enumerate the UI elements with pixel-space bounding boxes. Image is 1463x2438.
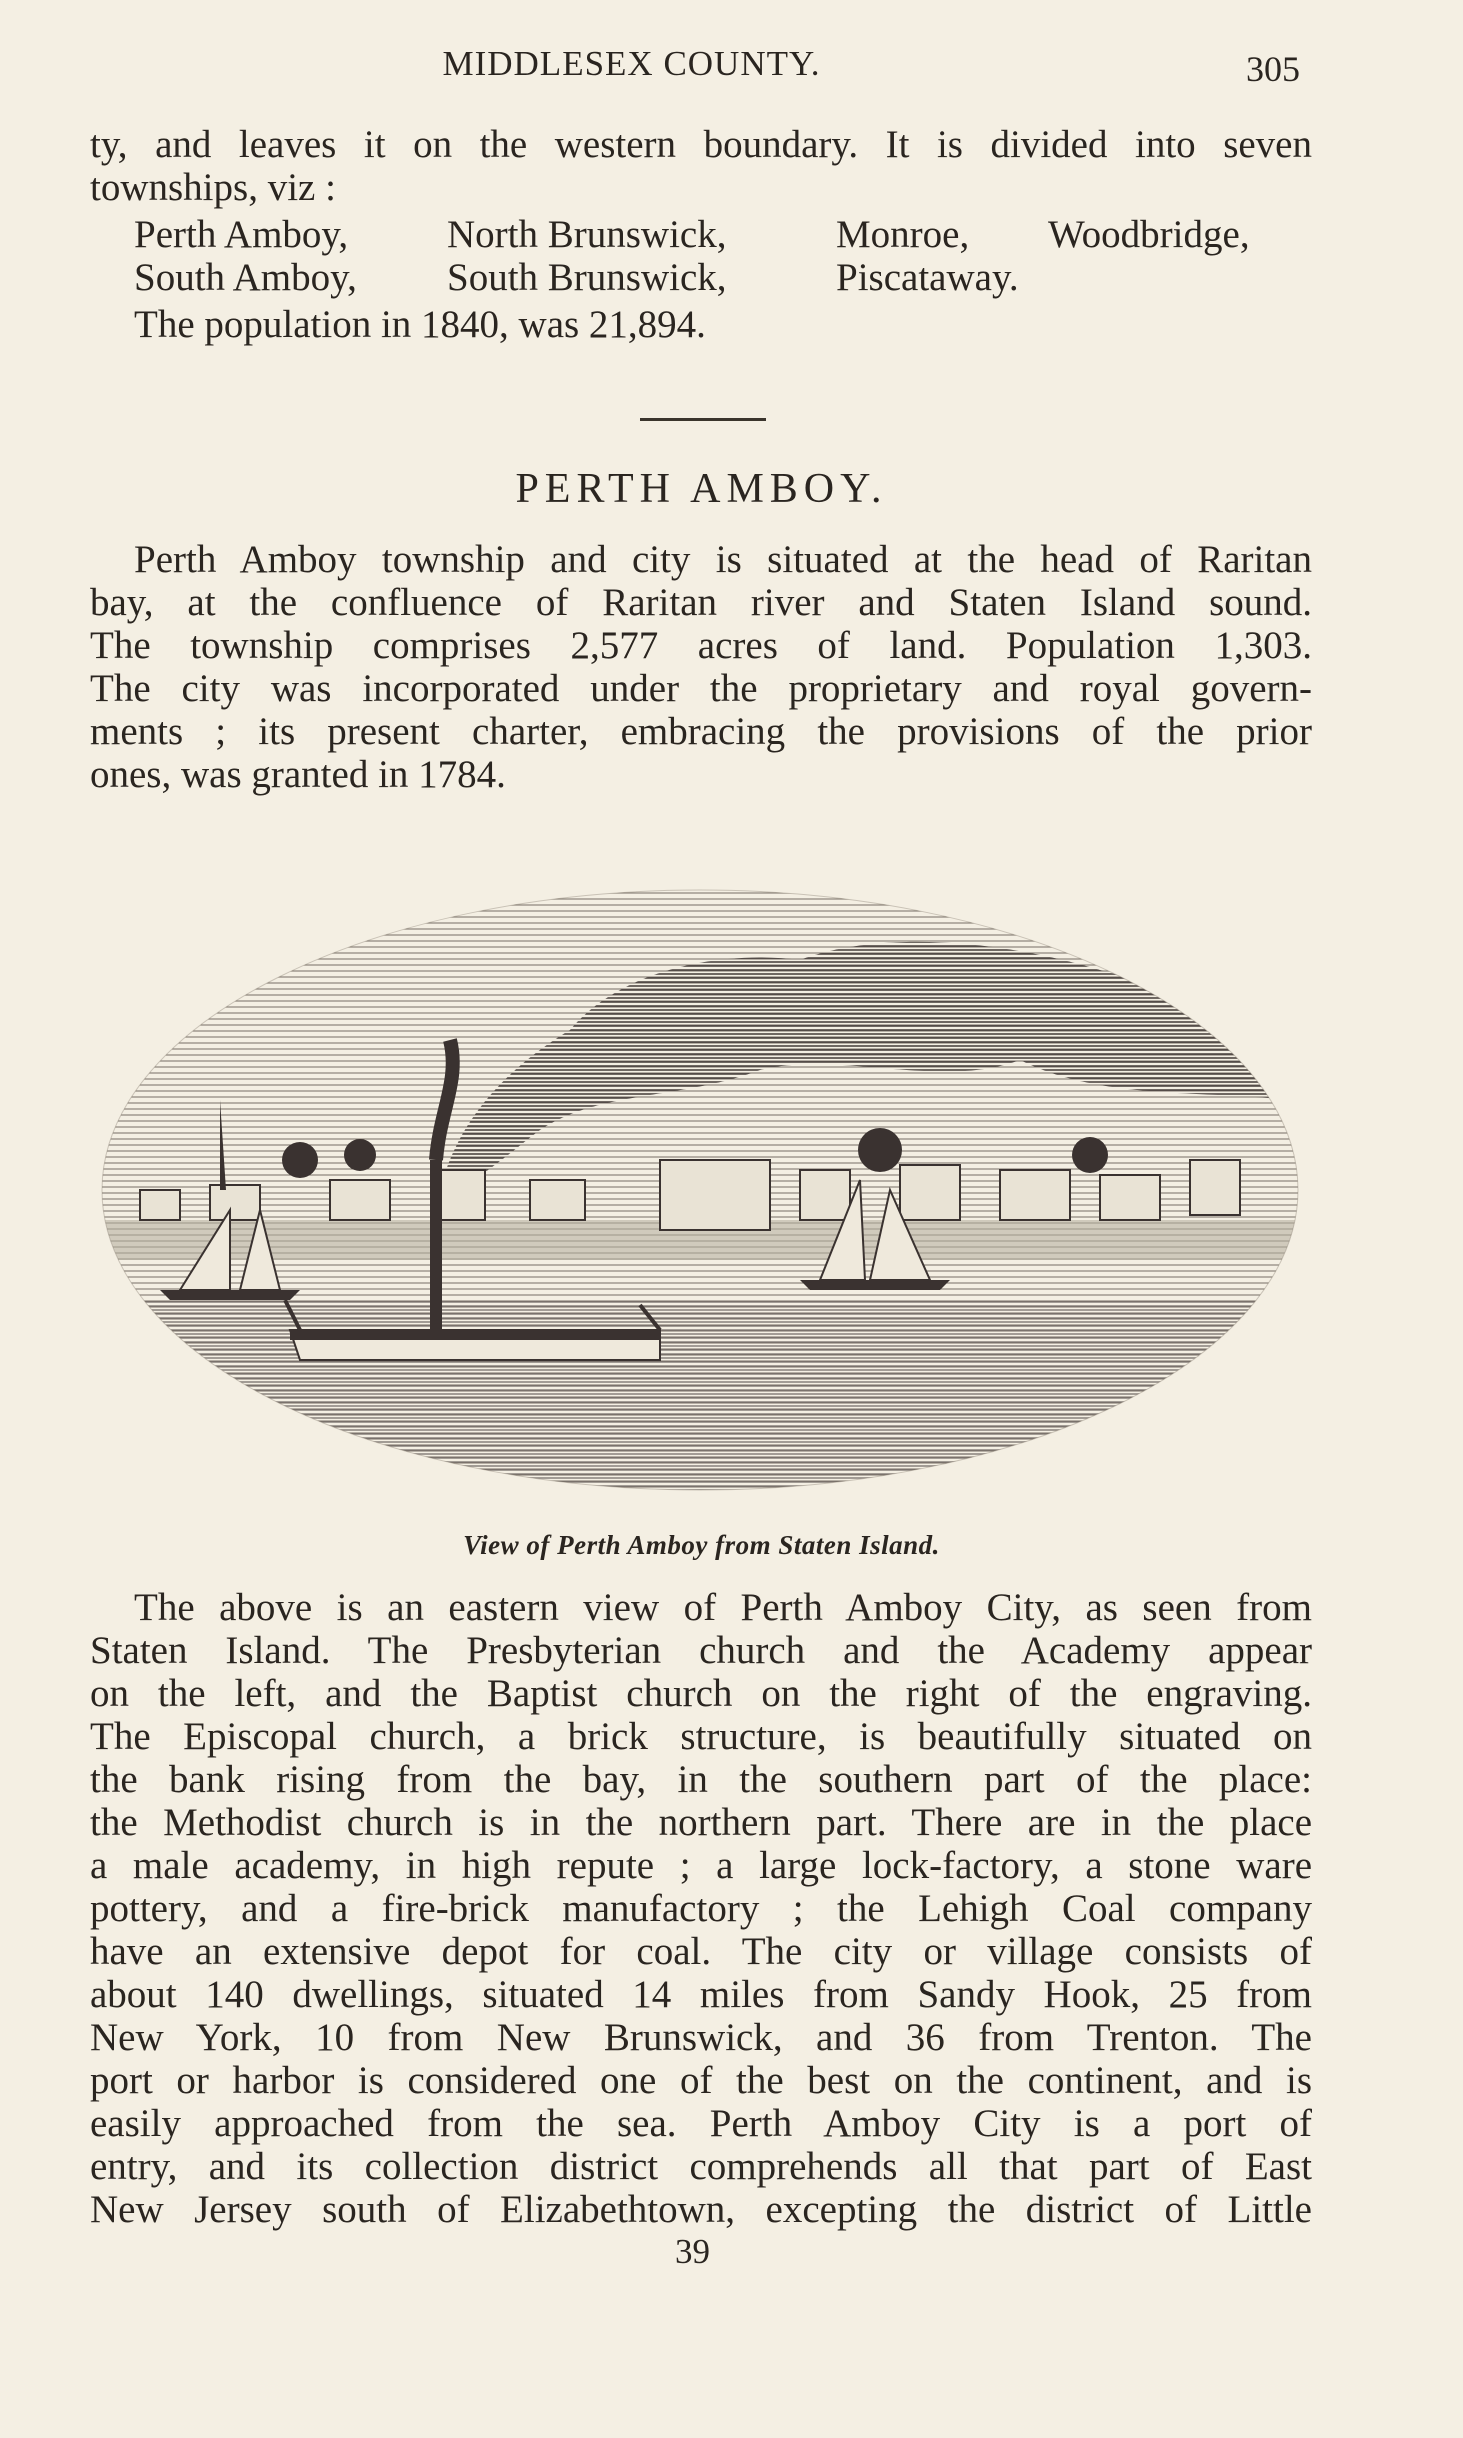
body-line: a male academy, in high repute ; a large lock-factory, a stone ware xyxy=(90,1844,1312,1887)
paragraph-line: ones, was granted in 1784. xyxy=(90,753,506,796)
paragraph-line: Perth Amboy township and city is situated at the head of Raritan xyxy=(134,538,1312,581)
body-line: about 140 dwellings, situated 14 miles from Sandy Hook, 25 from xyxy=(90,1973,1312,2016)
running-header: MIDDLESEX COUNTY. xyxy=(442,44,821,83)
paragraph-line: bay, at the confluence of Raritan river and Staten Island sound. xyxy=(90,581,1312,624)
townships-row xyxy=(134,213,1250,256)
paragraph-line: The city was incorporated under the proprietary and royal govern- xyxy=(90,667,1312,710)
body-line: the bank rising from the bay, in the southern part of the place: xyxy=(90,1758,1312,1801)
township-name: Monroe, xyxy=(836,213,970,256)
paragraph-line: ments ; its present charter, embracing the provisions of the prior xyxy=(90,710,1312,753)
townships-list xyxy=(134,213,1250,346)
township-name: Perth Amboy, xyxy=(134,213,349,256)
intro-line: ty, and leaves it on the western boundary. It is divided into seven xyxy=(90,123,1312,166)
printer-signature: 39 xyxy=(675,2232,710,2271)
body-line: The Episcopal church, a brick structure, is beautifully situated on xyxy=(90,1715,1312,1758)
body-line: pottery, and a fire-brick manufactory ; the Lehigh Coal company xyxy=(90,1887,1312,1930)
paragraph-line: The township comprises 2,577 acres of land. Population 1,303. xyxy=(90,624,1312,667)
township-name: Woodbridge, xyxy=(1048,213,1250,256)
population-text: The population in 1840, was 21,894. xyxy=(134,303,706,346)
body-line: New Jersey south of Elizabethtown, excepting the district of Little xyxy=(90,2188,1312,2231)
body-line: the Methodist church is in the northern part. There are in the place xyxy=(90,1801,1312,1844)
body-line: entry, and its collection district comprehends all that part of East xyxy=(90,2145,1312,2188)
section-heading: PERTH AMBOY. xyxy=(515,466,888,512)
township-name: North Brunswick, xyxy=(447,213,727,256)
population-line xyxy=(134,303,1250,346)
township-name: South Amboy, xyxy=(134,256,357,299)
intro-line: townships, viz : xyxy=(90,166,336,209)
townships-row xyxy=(134,256,1250,299)
section-paragraph xyxy=(90,538,1312,796)
page-number: 305 xyxy=(1246,49,1300,89)
body-line: port or harbor is considered one of the best on the continent, and is xyxy=(90,2059,1312,2102)
body-line: have an extensive depot for coal. The city or village consists of xyxy=(90,1930,1312,1973)
engraving-view-of-perth-amboy xyxy=(100,860,1300,1500)
section-divider xyxy=(640,418,766,421)
body-line: The above is an eastern view of Perth Amboy City, as seen from xyxy=(134,1586,1312,1629)
body-line: New York, 10 from New Brunswick, and 36 from Trenton. The xyxy=(90,2016,1312,2059)
township-name: South Brunswick, xyxy=(447,256,727,299)
intro-text xyxy=(90,123,1312,209)
body-line: Staten Island. The Presbyterian church and the Academy appear xyxy=(90,1629,1312,1672)
township-name: Piscataway. xyxy=(836,256,1019,299)
body-line: on the left, and the Baptist church on the right of the engraving. xyxy=(90,1672,1312,1715)
body-line: easily approached from the sea. Perth Amboy City is a port of xyxy=(90,2102,1312,2145)
figure-caption: View of Perth Amboy from Staten Island. xyxy=(463,1530,940,1560)
body-text xyxy=(90,1586,1312,2231)
